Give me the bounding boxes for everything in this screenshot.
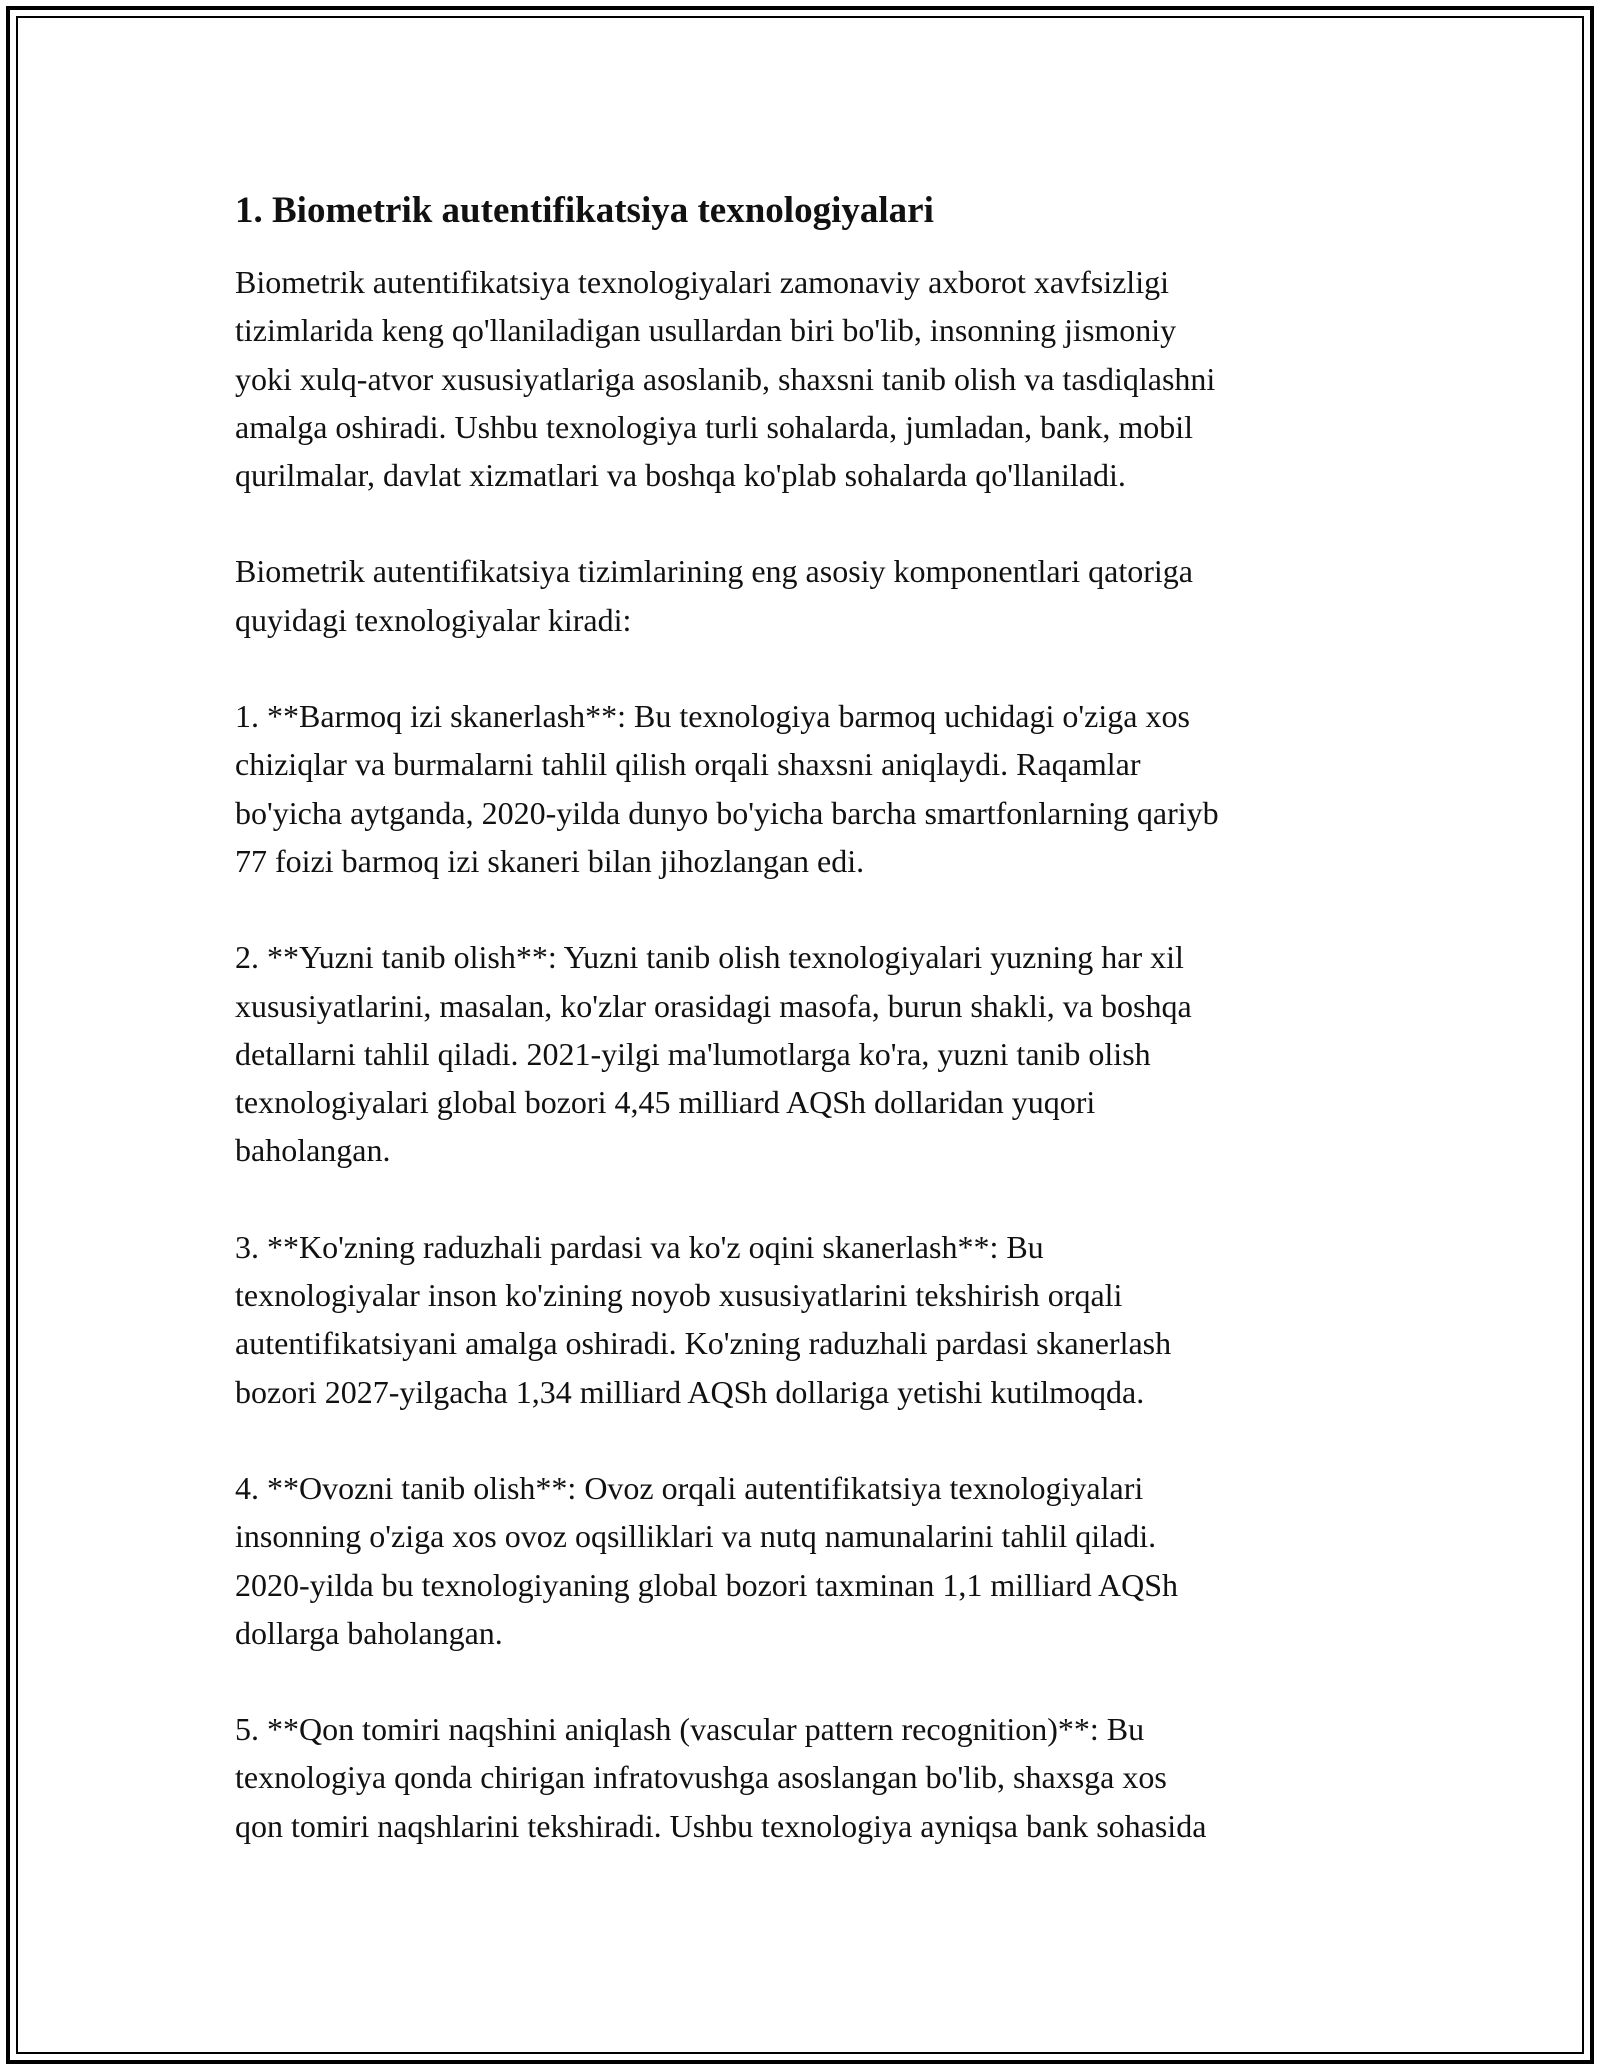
list-item-vascular-pattern: 5. **Qon tomiri naqshini aniqlash (vascular pattern recognition)**: Bu texnologiya qonda chirigan infratovushga asoslangan bo'lib, shaxsga xos qon tomiri naqshlarini tekshiradi. Ushbu texnologiya ayniqsa bank sohasida — [235, 1711, 1207, 1844]
list-item-face-recognition: 2. **Yuzni tanib olish**: Yuzni tanib olish texnologiyalari yuzning har xil xususiyatlarini, masalan, ko'zlar orasidagi masofa, burun shakli, va boshqa detallarni tahlil qiladi. 2021-yilgi ma'lumotlarga ko'ra, yuzni tanib olish texnologiyalari global bozori 4,45 milliard AQSh dollaridan yuqori baholangan. — [235, 939, 1192, 1169]
list-item-voice-recognition: 4. **Ovozni tanib olish**: Ovoz orqali autentifikatsiya texnologiyalari insonning o'ziga xos ovoz oqsilliklari va nutq namunalarini tahlil qiladi. 2020-yilda bu texnologiyaning global bozori taxminan 1,1 milliard AQSh dollarga baholangan. — [235, 1469, 1178, 1651]
paragraph-intro: Biometrik autentifikatsiya texnologiyalari zamonaviy axborot xavfsizligi tizimlarida keng qo'llaniladigan usullardan biri bo'lib, insonning jismoniy yoki xulq-atvor xususiyatlariga asoslanib, shaxsni tanib olish va tasdiqlashni amalga oshiradi. Ushbu texnologiya turli sohalarda, jumladan, bank, mobil qurilmalar, davlat xizmatlari va boshqa ko'plab sohalarda qo'llaniladi. — [235, 264, 1216, 494]
paragraph-components: Biometrik autentifikatsiya tizimlarining eng asosiy komponentlari qatoriga quyidagi texnologiyalar kiradi: — [235, 553, 1193, 638]
document-body — [235, 186, 1375, 1898]
list-item-fingerprint: 1. **Barmoq izi skanerlash**: Bu texnologiya barmoq uchidagi o'ziga xos chiziqlar va burmalarni tahlil qilish orqali shaxsni aniqlaydi. Raqamlar bo'yicha aytganda, 2020-yilda dunyo bo'yicha barcha smartfonlarning qariyb 77 foizi barmoq izi skaneri bilan jihozlangan edi. — [235, 698, 1219, 879]
list-item-iris-scanning: 3. **Ko'zning raduzhali pardasi va ko'z oqini skanerlash**: Bu texnologiyalar inson ko'zining noyob xususiyatlarini tekshirish orqali autentifikatsiyani amalga oshiradi. Ko'zning raduzhali pardasi skanerlash bozori 2027-yilgacha 1,34 milliard AQSh dollariga yetishi kutilmoqda. — [235, 1228, 1172, 1410]
section-heading: 1. Biometrik autentifikatsiya texnologiyalari — [235, 190, 934, 231]
